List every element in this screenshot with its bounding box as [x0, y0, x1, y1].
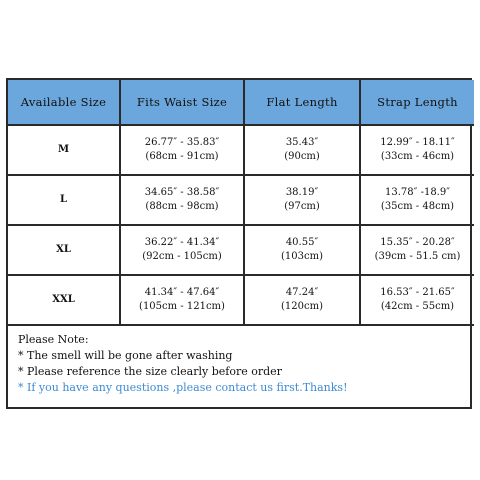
flat-length-cm: (103cm) [281, 251, 323, 262]
strap-length-cm: (42cm - 55cm) [380, 301, 455, 312]
size-label: L [8, 175, 120, 225]
header-flat-length: Flat Length [244, 80, 360, 125]
notes-section [18, 332, 458, 396]
note-size-reference: * Please reference the size clearly before order [18, 365, 282, 378]
waist-cm: (105cm - 121cm) [139, 301, 225, 312]
strap-length-cell [360, 175, 474, 225]
flat-length-cell [244, 275, 360, 325]
flat-length-cell [244, 225, 360, 275]
waist-cm: (88cm - 98cm) [145, 201, 219, 212]
flat-length-inches: 35.43″ [285, 137, 319, 148]
strap-length-cell [360, 275, 474, 325]
flat-length-inches: 47.24″ [285, 287, 319, 298]
waist-inches: 26.77″ - 35.83″ [144, 137, 220, 148]
flat-length-inches: 40.55″ [285, 237, 319, 248]
table-row [8, 225, 474, 275]
strap-length-cm: (39cm - 51.5 cm) [374, 251, 461, 262]
strap-length-inches: 12.99″ - 18.11″ [380, 137, 455, 148]
notes-title: Please Note: [18, 333, 89, 346]
size-table-body [8, 125, 474, 325]
note-contact: * If you have any questions ,please contact us first.Thanks! [18, 381, 348, 394]
waist-inches: 36.22″ - 41.34″ [144, 237, 220, 248]
strap-length-cell [360, 225, 474, 275]
size-table-header [8, 80, 474, 125]
waist-cell [120, 175, 244, 225]
strap-length-cm: (35cm - 48cm) [380, 201, 455, 212]
size-label: XXL [8, 275, 120, 325]
size-label: M [8, 125, 120, 175]
waist-cell [120, 275, 244, 325]
waist-cell [120, 225, 244, 275]
table-row [8, 125, 474, 175]
strap-length-inches: 15.35″ - 20.28″ [380, 237, 455, 248]
strap-length-inches: 16.53″ - 21.65″ [380, 287, 455, 298]
table-row [8, 275, 474, 325]
waist-inches: 34.65″ - 38.58″ [144, 187, 220, 198]
flat-length-cell [244, 125, 360, 175]
table-row [8, 175, 474, 225]
strap-length-inches: 13.78″ -18.9″ [385, 187, 450, 198]
flat-length-cm: (90cm) [284, 151, 320, 162]
header-available-size: Available Size [8, 80, 120, 125]
flat-length-cell [244, 175, 360, 225]
flat-length-cm: (120cm) [281, 301, 323, 312]
flat-length-inches: 38.19″ [285, 187, 319, 198]
strap-length-cell [360, 125, 474, 175]
strap-length-cm: (33cm - 46cm) [380, 151, 455, 162]
size-table [8, 80, 474, 326]
waist-cell [120, 125, 244, 175]
waist-cm: (92cm - 105cm) [142, 251, 222, 262]
flat-length-cm: (97cm) [284, 201, 320, 212]
note-smell: * The smell will be gone after washing [18, 349, 233, 362]
header-fits-waist-size: Fits Waist Size [120, 80, 244, 125]
header-row [8, 80, 474, 125]
size-chart-frame [6, 78, 472, 409]
header-strap-length: Strap Length [360, 80, 474, 125]
waist-inches: 41.34″ - 47.64″ [144, 287, 220, 298]
waist-cm: (68cm - 91cm) [145, 151, 219, 162]
size-label: XL [8, 225, 120, 275]
